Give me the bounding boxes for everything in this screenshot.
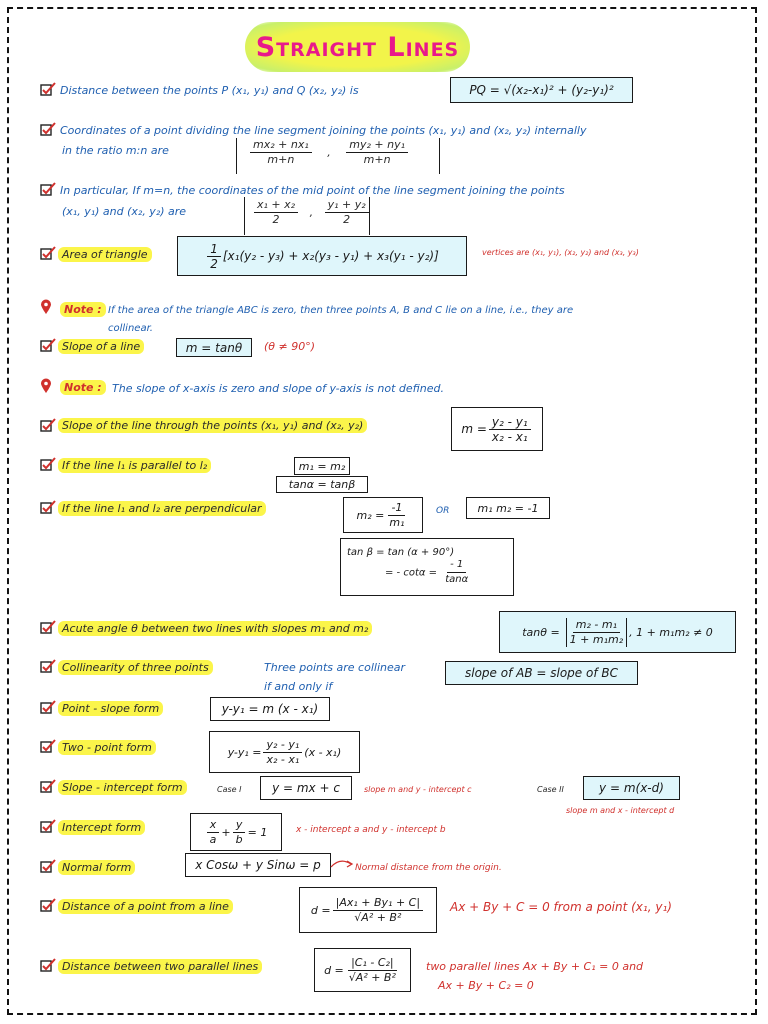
section-text-1: Coordinates of a point dividing the line segment joining the points (x₁, y₁) and (x₂, y₂) internally [60, 124, 587, 137]
check-icon [40, 246, 56, 260]
two-point-formula: y-y₁ = $\frac{\text{y₂ - y₁}}{\text{x₂ - x₁}}$ (x - x₁) [209, 731, 360, 773]
slope-label: Slope of a line [58, 340, 144, 354]
acute-angle-label: Acute angle θ between two lines with slopes m₁ and m₂ [58, 622, 372, 636]
check-icon [40, 500, 56, 514]
collinearity-formula: slope of AB = slope of BC [445, 661, 638, 685]
note2-label: Note : [60, 381, 106, 395]
note1-label: Note : [60, 303, 106, 317]
note1-text-1: If the area of the triangle ABC is zero, then three points A, B and C lie on a line, i.e., they are [108, 305, 574, 316]
pin-icon [40, 299, 52, 315]
distance-parallel-text-2: Ax + By + C₂ = 0 [438, 979, 534, 992]
slope-intercept-case2: Case II [537, 785, 564, 794]
perpendicular-formula-2: m₁ m₂ = -1 [466, 497, 550, 519]
point-slope-formula: y-y₁ = m (x - x₁) [210, 697, 330, 721]
check-icon [40, 779, 56, 793]
check-icon [40, 338, 56, 352]
parallel-formula-2: tanα = tanβ [276, 476, 368, 493]
check-icon [40, 122, 56, 136]
slope-formula: m = tanθ [176, 338, 252, 357]
distance-point-line-formula: d = $\frac{\text{|Ax₁ + By₁ + C|}}{\text{√A² + B²}}$ [299, 887, 437, 933]
collinearity-text-2: if and only if [264, 680, 333, 693]
perpendicular-formula-3: tan β = tan (α + 90°) = - cotα = $\frac{- 1}{\tan\alpha}$ [340, 538, 514, 596]
slope-intercept-formula-2: y = m(x-d) [583, 776, 680, 800]
two-point-label: Two - point form [58, 741, 156, 755]
section-formula: $\frac{\text{mx₂ + nx₁}}{m+n}$ , $\frac{\text{my₂ + ny₁}}{m+n}$ [248, 138, 410, 167]
intercept-label: Intercept form [58, 821, 145, 835]
check-icon [40, 700, 56, 714]
acute-angle-formula: tanθ = $\frac{\text{m₂ - m₁}}{\text{1 + m₁m₂}}$ , 1 + m₁m₂ ≠ 0 [499, 611, 736, 653]
check-icon [40, 659, 56, 673]
intercept-formula: $\frac{x}{a}$ + $\frac{y}{b}$ = 1 [190, 813, 282, 851]
perpendicular-or: OR [436, 506, 450, 516]
check-icon [40, 819, 56, 833]
midpoint-formula: $\frac{\text{x₁ + x₂}}{2}$ , $\frac{\text{y₁ + y₂}}{2}$ [252, 198, 371, 227]
normal-formula: x Cosω + y Sinω = p [185, 853, 331, 877]
note2-text: The slope of x-axis is zero and slope of y-axis is not defined. [112, 382, 444, 395]
perpendicular-formula-1: m₂ = $\frac{-1}{\text{m₁}}$ [343, 497, 423, 533]
title-highlight [245, 22, 470, 72]
check-icon [40, 457, 56, 471]
slope-condition: (θ ≠ 90°) [264, 340, 316, 353]
check-icon [40, 958, 56, 972]
check-icon [40, 739, 56, 753]
section-text-2: in the ratio m:n are [62, 144, 169, 157]
midpoint-text-1: In particular, If m=n, the coordinates of the mid point of the line segment joining the points [60, 184, 565, 197]
check-icon [40, 82, 56, 96]
slope-two-points-formula: m = $\frac{\text{y₂ - y₁}}{\text{x₂ - x₁}}$ [451, 407, 543, 451]
area-note: vertices are (x₁, y₁), (x₂, y₂) and (x₃, y₃) [482, 248, 639, 257]
distance-point-line-label: Distance of a point from a line [58, 900, 233, 914]
distance-point-line-text: Ax + By + C = 0 from a point (x₁, y₁) [450, 900, 672, 914]
collinearity-text-1: Three points are collinear [264, 661, 406, 674]
perpendicular-label: If the line l₁ and l₂ are perpendicular [58, 502, 266, 516]
distance-parallel-label: Distance between two parallel lines [58, 960, 262, 974]
area-label: Area of triangle [58, 248, 152, 262]
check-icon [40, 859, 56, 873]
slope-intercept-text-2: slope m and x - intercept d [566, 806, 675, 815]
arrow-icon [330, 857, 354, 869]
normal-label: Normal form [58, 861, 135, 875]
distance-parallel-formula: d = $\frac{\text{|C₁ - C₂|}}{\text{√A² + B²}}$ [314, 948, 411, 992]
collinearity-label: Collinearity of three points [58, 661, 213, 675]
slope-two-points-label: Slope of the line through the points (x₁, y₁) and (x₂, y₂) [58, 419, 367, 433]
parallel-formula-1: m₁ = m₂ [294, 457, 350, 475]
page-title: Straight Lines [255, 31, 460, 63]
slope-intercept-formula-1: y = mx + c [260, 776, 352, 800]
distance-text: Distance between the points P (x₁, y₁) and Q (x₂, y₂) is [60, 84, 359, 97]
normal-text: Normal distance from the origin. [355, 863, 502, 873]
point-slope-label: Point - slope form [58, 702, 163, 716]
slope-intercept-text-1: slope m and y - intercept c [364, 785, 472, 794]
distance-parallel-text-1: two parallel lines Ax + By + C₁ = 0 and [426, 960, 644, 973]
area-formula: $\frac{1}{2}$ [x₁(y₂ - y₃) + x₂(y₃ - y₁) + x₃(y₁ - y₂)] [177, 236, 467, 276]
slope-intercept-case1: Case I [217, 785, 242, 794]
distance-formula: PQ = √(x₂-x₁)² + (y₂-y₁)² [450, 77, 633, 103]
midpoint-text-2: (x₁, y₁) and (x₂, y₂) are [62, 205, 187, 218]
pin-icon [40, 378, 52, 394]
check-icon [40, 182, 56, 196]
check-icon [40, 418, 56, 432]
note1-text-2: collinear. [108, 323, 153, 334]
check-icon [40, 620, 56, 634]
slope-intercept-label: Slope - intercept form [58, 781, 187, 795]
parallel-label: If the line l₁ is parallel to l₂ [58, 459, 211, 473]
intercept-text: x - intercept a and y - intercept b [296, 825, 446, 835]
check-icon [40, 898, 56, 912]
